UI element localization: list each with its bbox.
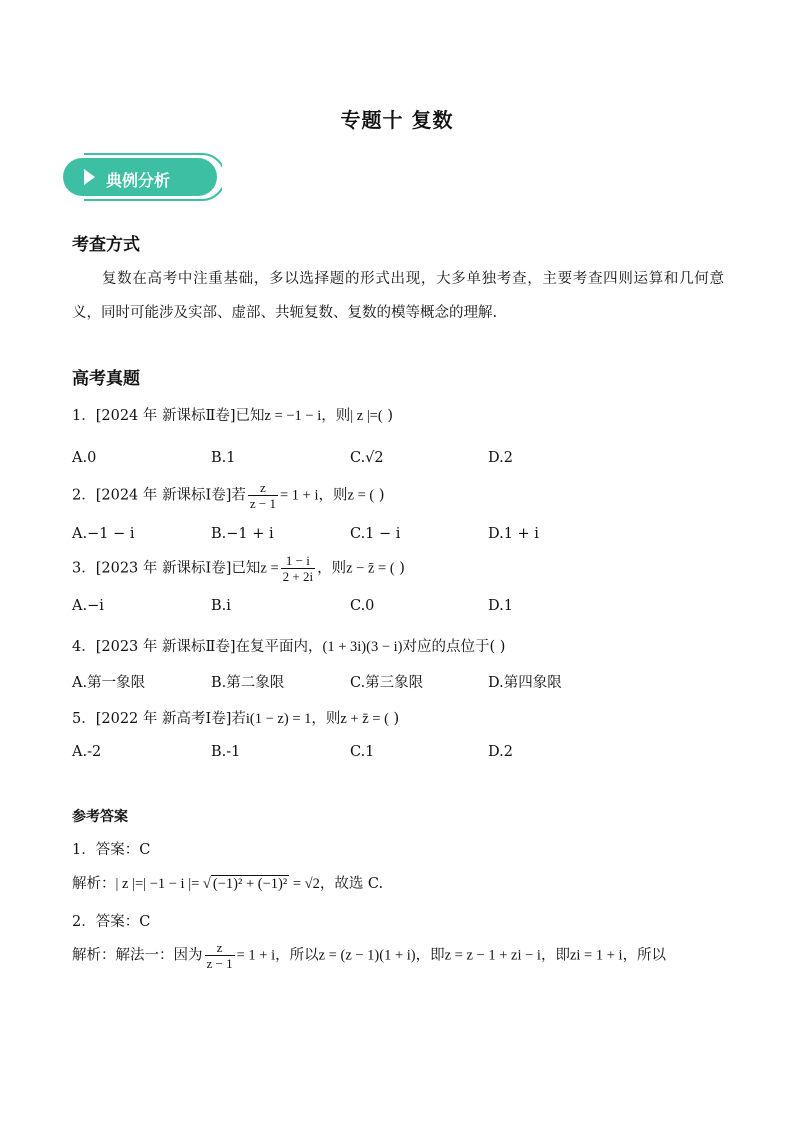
section-heading-exam: 高考真题 [72,369,140,389]
fraction: $\frac{z}{z - 1}$ [249,480,276,511]
answers-heading: 参考答案 [72,809,128,825]
question-2-options [72,526,732,546]
question-3-options [72,598,732,618]
fraction: $\frac{1 - i}{2 + 2i}$ [282,553,314,584]
question-3: 3．[2023 年 新课标Ⅰ卷]已知z = $\frac{1 - i}{2 + 2i}$ ，则z − z̄ = ( ) [72,553,405,584]
question-5: 5．[2022 年 新高考Ⅰ卷]若i(1 − z) = 1，则z + z̄ = ( ) [72,711,400,727]
answer-2-explanation: 解析：解法一：因为 $\frac{z}{z - 1}$ = 1 + i，所以z = (z − 1)(1 + i)，即z = z − 1 + zi − i，即zi = 1 + i，所以 [72,940,667,971]
option-d: D.1 [488,598,513,614]
option-c: C.√2 [350,450,384,466]
option-d: D.第四象限 [488,675,562,691]
method-paragraph: 复数在高考中注重基础，多以选择题的形式出现，大多单独考查，主要考查四则运算和几何意义，同时可能涉及实部、虚部、共轭复数、复数的模等概念的理解. [72,271,724,321]
option-c: C.第三象限 [350,675,424,691]
option-c: C.1 [350,744,375,760]
sqrt-expression: √ (−1)² + (−1)² [202,876,288,892]
option-d: D.2 [488,450,513,466]
option-a: A.第一象限 [72,675,146,691]
option-b: B.1 [211,450,236,466]
question-1: 1．[2024 年 新课标Ⅱ卷]已知z = −1 − i，则| z |=( ) [72,408,394,424]
question-1-options [72,450,732,470]
answer-2-label: 2．答案：C [72,914,151,930]
option-b: B.−1 + i [211,526,274,542]
question-4-options [72,671,732,691]
question-5-options [72,744,732,764]
option-a: A.−i [72,598,104,614]
answer-1-explanation: 解析：| z |=| −1 − i |= √ (−1)² + (−1)² = √2，故选 C. [72,876,384,892]
question-2: 2．[2024 年 新课标Ⅰ卷]若 $\frac{z}{z - 1}$ = 1 + i，则z = ( ) [72,480,385,511]
page-title: 专题十 复数 [340,108,454,132]
fraction: $\frac{z}{z - 1}$ [206,940,233,971]
option-a: A.0 [72,450,97,466]
section-heading-method: 考查方式 [72,235,140,255]
option-b: B.i [211,598,231,614]
option-c: C.1 − i [350,526,401,542]
option-a: A.-2 [72,744,102,760]
banner-label: 典例分析 [106,171,171,190]
question-4: 4．[2023 年 新课标Ⅱ卷]在复平面内，(1 + 3i)(3 − i)对应的点位于( ) [72,639,506,655]
option-b: B.第二象限 [211,675,285,691]
option-a: A.−1 − i [72,526,135,542]
answer-1-label: 1．答案：C [72,842,151,858]
option-b: B.-1 [211,744,241,760]
option-d: D.1 + i [488,526,539,542]
option-d: D.2 [488,744,513,760]
option-c: C.0 [350,598,375,614]
